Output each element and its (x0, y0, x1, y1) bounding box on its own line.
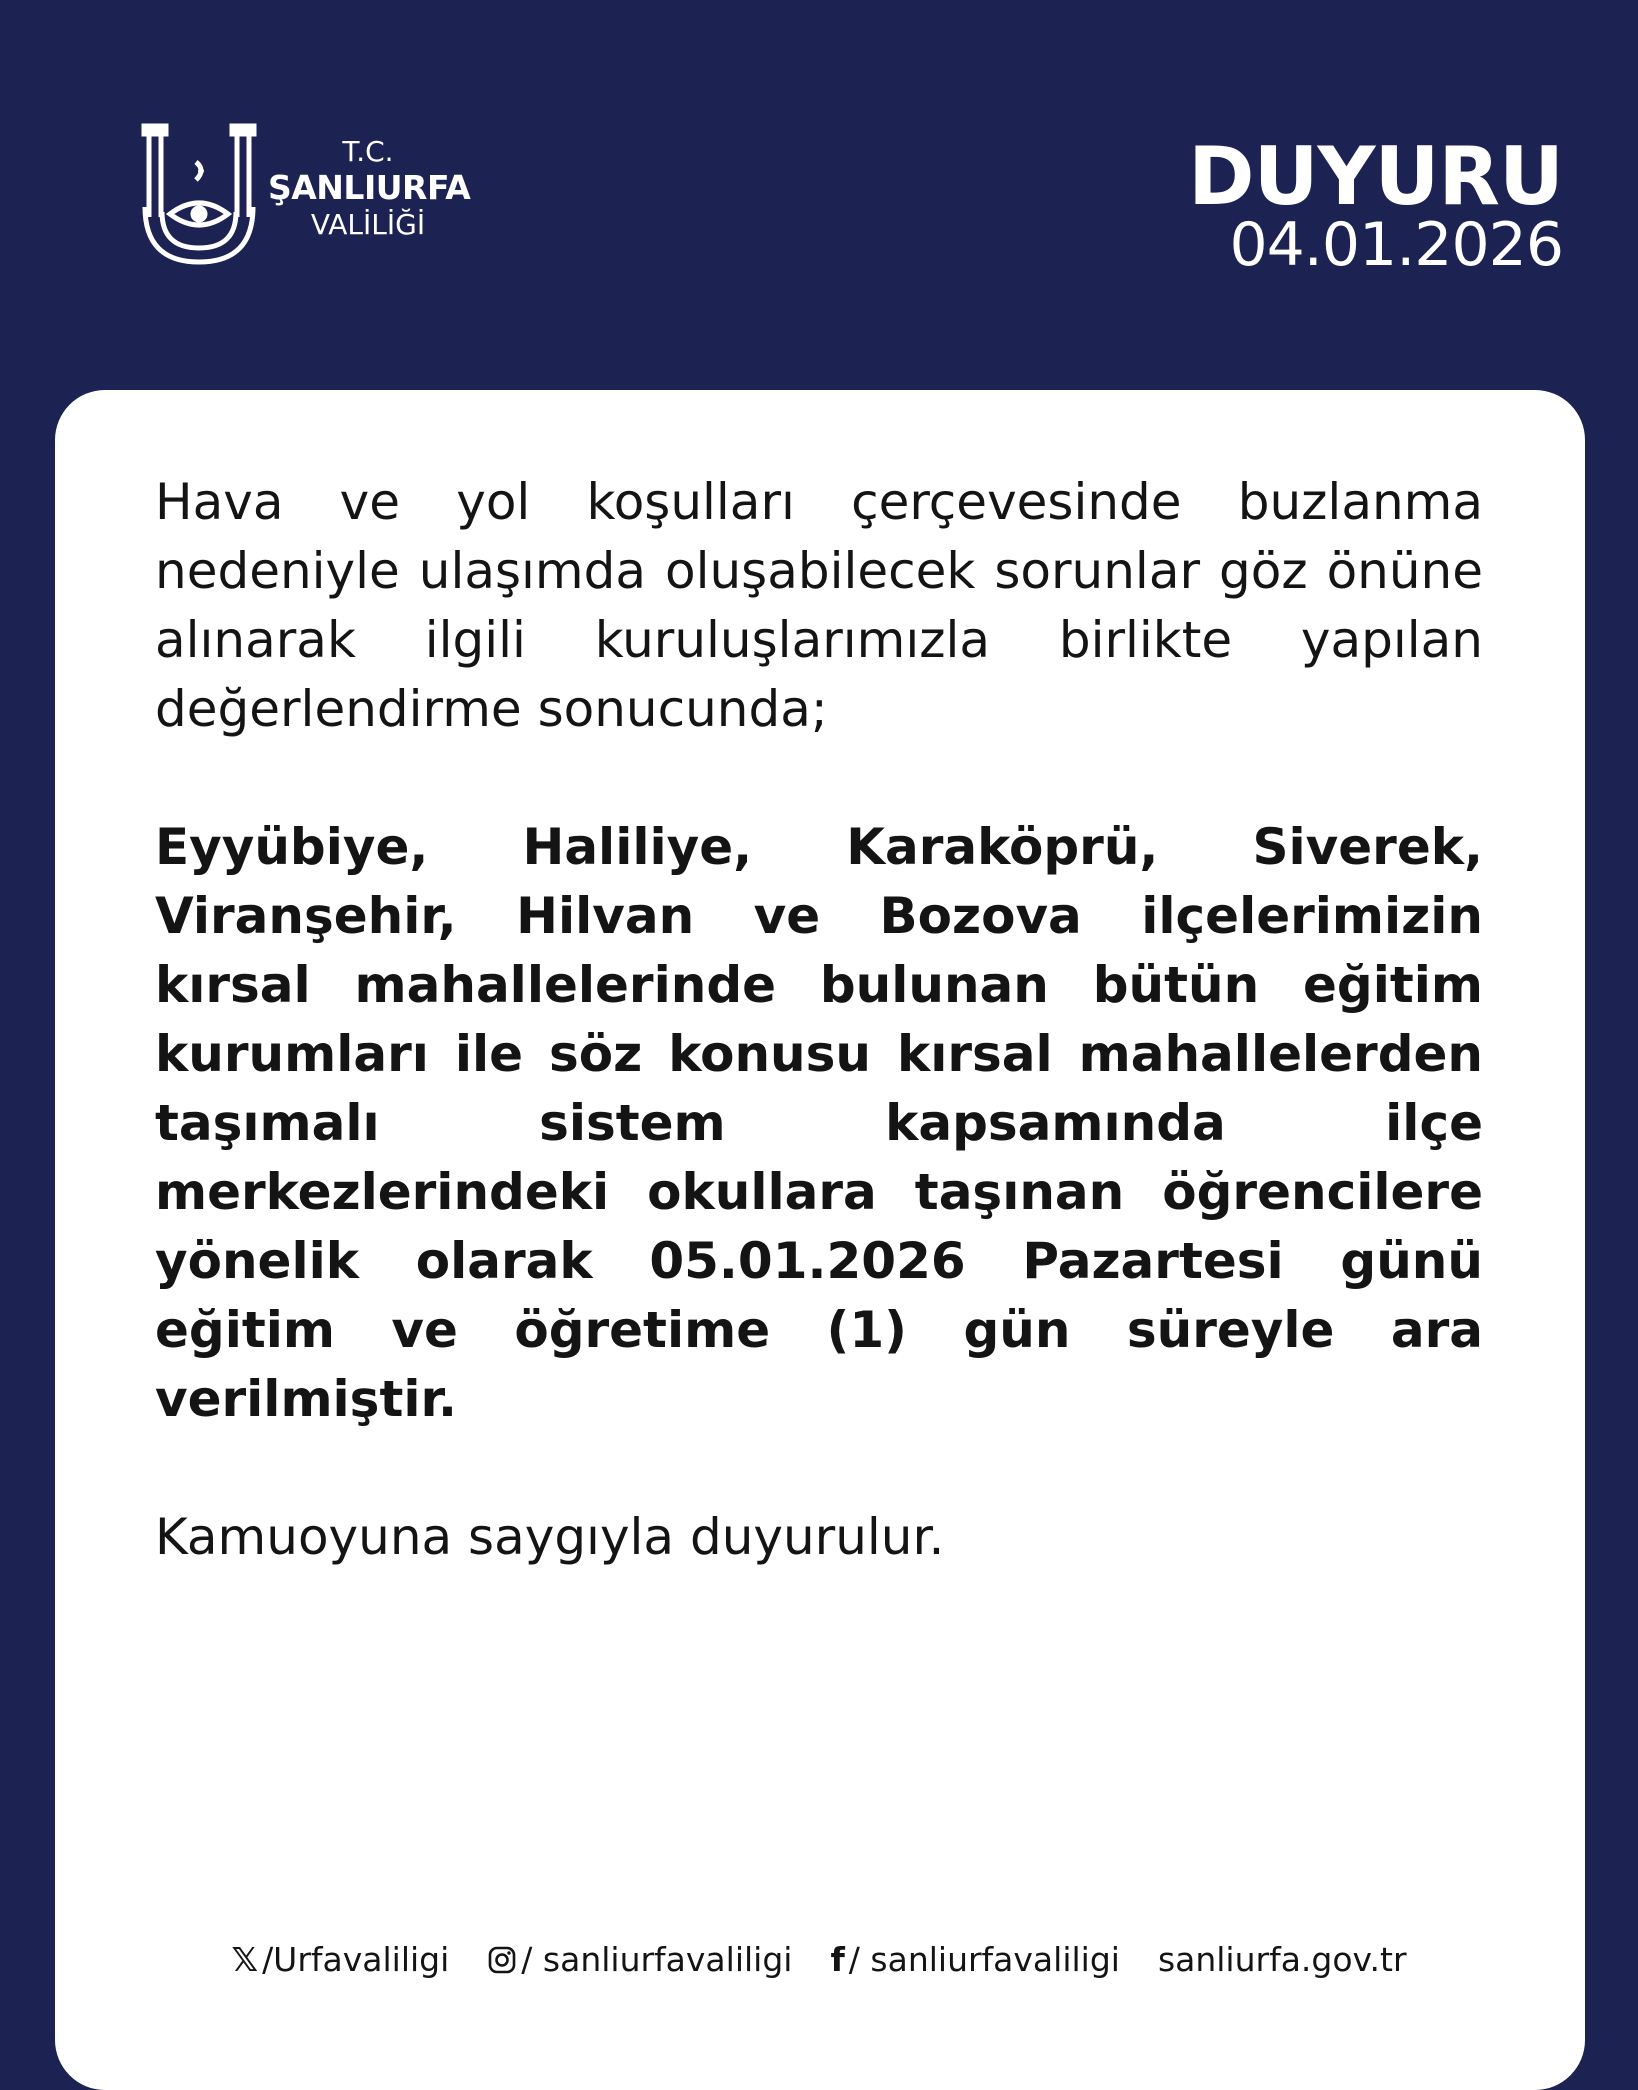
x-icon: 𝕏 (231, 1940, 259, 1979)
logo-line-tc: T.C. (342, 135, 394, 168)
facebook-icon: f (830, 1940, 845, 1979)
instagram-icon (487, 1945, 517, 1975)
closing-paragraph: Kamuoyuna saygıyla duyurulur. (155, 1508, 945, 1566)
announcement-body (155, 468, 1483, 1572)
logo-wordmark (268, 135, 471, 242)
x-handle: /Urfavaliligi (262, 1940, 450, 1979)
facebook-account-link[interactable] (830, 1938, 1120, 1982)
website-link[interactable] (1158, 1938, 1407, 1982)
emblem-icon (140, 122, 258, 267)
x-account-link[interactable] (231, 1938, 449, 1982)
decision-paragraph: Eyyübiye, Haliliye, Karaköprü, Siverek, Viranşehir, Hilvan ve Bozova ilçelerimizin kırsal mahallelerinde bulunan bütün eğitim kurumları ile söz konusu kırsal mahallelerden taşımalı sistem kapsamında ilçe merkezlerindeki okullara taşınan öğrencilere yönelik olarak 05.01.2026 Pazartesi günü eğitim ve öğretime (1) gün süreyle ara verilmiştir. (155, 818, 1483, 1428)
facebook-handle: / sanliurfavaliligi (848, 1940, 1120, 1979)
instagram-handle: / sanliurfavaliligi (521, 1940, 793, 1979)
website-url: sanliurfa.gov.tr (1157, 1940, 1407, 1979)
instagram-account-link[interactable] (487, 1938, 792, 1982)
logo-line-governorship: VALİLİĞİ (310, 208, 426, 241)
social-footer (0, 1938, 1638, 1982)
announcement-date: 04.01.2026 (1229, 210, 1563, 280)
announcement-title: DUYURU (1188, 130, 1563, 223)
intro-paragraph: Hava ve yol koşulları çerçevesinde buzlanma nedeniyle ulaşımda oluşabilecek sorunlar göz önüne alınarak ilgili kuruluşlarımızla birlikte yapılan değerlendirme sonucunda; (155, 473, 1483, 738)
governorship-logo (140, 122, 470, 272)
logo-line-city: ŞANLIURFA (268, 168, 471, 207)
